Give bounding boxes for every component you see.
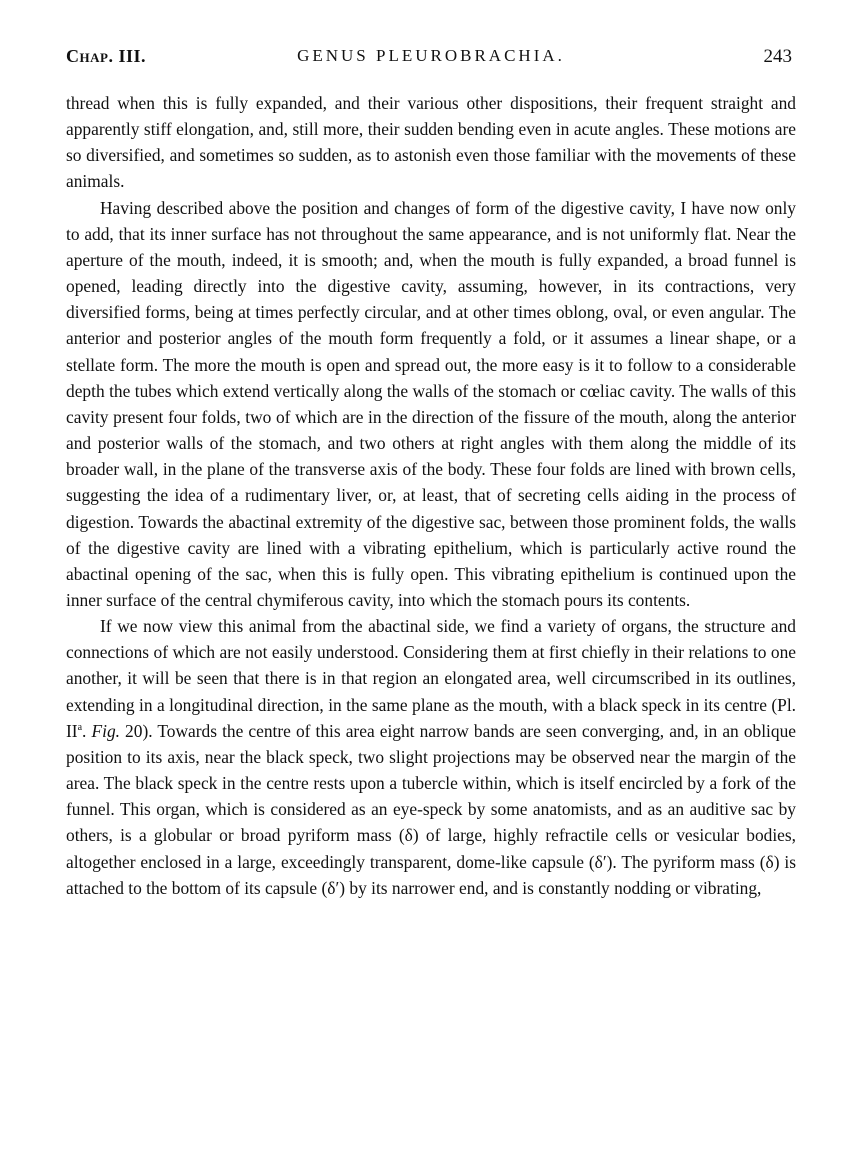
figure-label: Fig. (91, 720, 120, 741)
chapter-label: Chap. III. (66, 46, 146, 66)
body-text (66, 90, 796, 901)
paragraph-continued: thread when this is fully expanded, and their various other dispositions, their frequent straight and apparently stiff elongation, and, still more, their sudden bending even in acute angles. These motions are so diversified, and sometimes so sudden, as to astonish even those familiar with the movements of these animals. (66, 93, 796, 192)
paragraph-text-after: 20). Towards the centre of this area eight narrow bands are seen converging, and, in an oblique position to its axis, near the black speck, two slight projections may be observed near the margin of the area. The black speck in the centre rests upon a tubercle within, which is itself encircled by a fork of the funnel. This organ, which is considered as an eye-speck by some anatomists, and as an auditive sac by others, is a globular or broad pyriform mass (δ) of large, highly refractile cells or vesicular bodies, altogether enclosed in a large, exceedingly transparent, dome-like capsule (δ′). The pyriform mass (δ) is attached to the bottom of its capsule (δ′) by its narrower end, and is constantly nodding or vibrating, (66, 720, 796, 898)
paragraph-text-mid: . (82, 720, 92, 741)
plate-superscript: a (77, 721, 83, 733)
paragraph-text-before: If we now view this animal from the abactinal side, we find a variety of organs, the structure and connections of which are not easily understood. Considering them at first chiefly in their relations to one another, it will be seen that there is in that region an elongated area, well circumscribed in its outlines, extending in a longitudinal direction, in the same plane as the mouth, with a black speck in its centre (Pl. II (66, 616, 796, 741)
document-page (66, 40, 796, 901)
paragraph-abactinal-side (66, 613, 796, 901)
page-number: 243 (763, 46, 792, 67)
running-title: GENUS PLEUROBRACHIA. (297, 46, 565, 65)
running-header (66, 40, 796, 70)
paragraph-digestive-cavity: Having described above the position and changes of form of the digestive cavity, I have now only to add, that its inner surface has not throughout the same appearance, and is not uniformly flat. Near the aperture of the mouth, indeed, it is smooth; and, when the mouth is fully expanded, a broad funnel is opened, leading directly into the digestive cavity, assuming, however, in its contractions, very diversified forms, being at times perfectly circular, and at other times oblong, oval, or even angular. The anterior and posterior angles of the mouth form frequently a fold, or it assumes a linear shape, or a stellate form. The more the mouth is open and spread out, the more easy is it to follow to a considerable depth the tubes which extend vertically along the walls of the stomach or cœliac cavity. The walls of this cavity present four folds, two of which are in the direction of the fissure of the mouth, along the anterior and posterior walls of the stomach, and two others at right angles with them along the middle of its broader wall, in the plane of the transverse axis of the body. These four folds are lined with brown cells, suggesting the idea of a rudimentary liver, or, at least, that of secreting cells aiding in the process of digestion. Towards the abactinal extremity of the digestive sac, between those prominent folds, the walls of the digestive cavity are lined with a vibrating epithelium, which is particularly active round the abactinal opening of the sac, when this is fully open. This vibrating epithelium is continued upon the inner surface of the central chymiferous cavity, into which the stomach pours its contents. (66, 197, 796, 610)
